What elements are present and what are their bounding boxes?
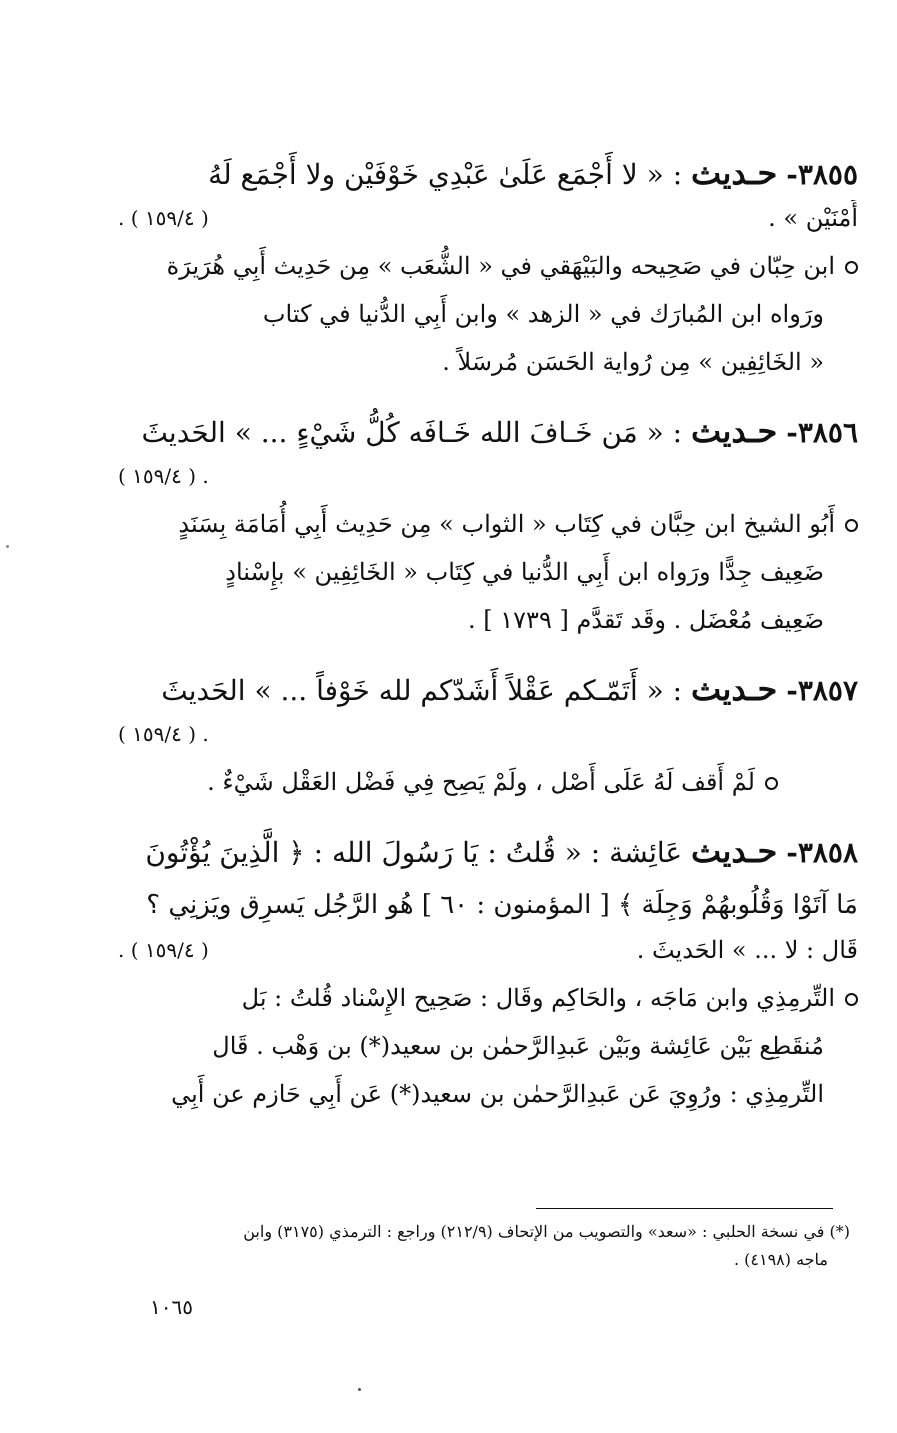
note-line: ضَعِيف مُعْضَل . وقَد تَقدَّم [ ١٧٣٩ ] . (468, 606, 824, 634)
hadith-number: ٣٨٥٦- (786, 416, 858, 449)
note-line: لَمْ أَقف لَهُ عَلَى أَصْل ، ولَمْ يَصِح فِي فَضْل العَقْل شَيْءٌ . (118, 758, 858, 806)
hadith-number: ٣٨٥٨- (786, 836, 858, 869)
hadith-text: : « لا أَجْمَع عَلَىٰ عَبْدِي خَوْفَيْن ولا أَجْمَع لَهُ (208, 158, 683, 191)
scan-speck (358, 1388, 361, 1391)
hadith-entry-3857 (118, 662, 858, 806)
note-line: مُنقَطِع بَيْن عَائِشة وبَيْن عَبدِالرَّحمٰن بن سعيد(*) بن وَهْب . قَال (212, 1032, 824, 1060)
hadith-keyword: حـديث (691, 154, 778, 192)
hadith-text: عَائِشة : « قُلتُ : يَا رَسُولَ الله : ﴿ الَّذِينَ يُؤْتُونَ (145, 836, 683, 869)
main-text (118, 146, 858, 1136)
hadith-entry-3856 (118, 404, 858, 644)
note-line: التِّرمِذِي وابن مَاجَه ، والحَاكِم وقَال : صَحِيح الإِسْناد قُلتُ : بَل (118, 974, 858, 1022)
takhrij-note (118, 242, 858, 386)
hadith-entry-3855 (118, 146, 858, 386)
hadith-text: : « مَن خَـافَ الله خَـافَه كُلُّ شَيْءٍ ... » الحَديثَ (141, 416, 683, 449)
footnote-separator (536, 1208, 833, 1209)
footnote (118, 1218, 850, 1274)
takhrij-note (118, 974, 858, 1118)
note-line: ابن حِبّان في صَحِيحه والبَيْهَقي في « الشُّعَب » مِن حَدِيث أَبِي هُرَيرَة (118, 242, 858, 290)
note-line: التِّرمِذِي : ورُوِيَ عَن عَبدِالرَّحمٰن بن سعيد(*) عَن أَبِي حَازم عن أَبِي (171, 1080, 824, 1108)
hadith-text-cont: أَمْنَيْن » . (768, 204, 858, 232)
circle-bullet-icon (765, 777, 778, 790)
source-reference: ( ١٥٩/٤ ) . (118, 938, 209, 962)
hadith-number: ٣٨٥٥- (786, 158, 858, 191)
scan-speck (6, 545, 9, 548)
hadith-text-cont: قَال : لا ... » الحَديثَ . (636, 936, 858, 964)
hadith-keyword: حـديث (691, 412, 778, 450)
hadith-heading (118, 404, 858, 458)
note-line: ورَواه ابن المُبارَك في « الزهد » وابن أَبِي الدُّنيا في كتاب (262, 300, 824, 328)
hadith-continuation (118, 200, 858, 236)
hadith-keyword: حـديث (691, 670, 778, 708)
hadith-text: : « أَتَمّـكم عَقْلاً أَشَدّكم لله خَوْفاً ... » الحَديثَ (161, 674, 683, 707)
note-line: ضَعِيف جِدًّا ورَواه ابن أَبِي الدُّنيا في كِتَاب « الخَائِفِين » بإِسْنادٍ (225, 558, 824, 586)
hadith-heading (118, 146, 858, 200)
circle-bullet-icon (845, 519, 858, 532)
circle-bullet-icon (845, 993, 858, 1006)
takhrij-note (118, 758, 858, 806)
footnote-line: (*) في نسخة الحلبي : «سعد» والتصويب من الإتحاف (٢١٢/٩) وراجع : الترمذي (٣١٧٥) وابن (243, 1222, 850, 1241)
source-reference: ( ١٥٩/٤ ) . (118, 464, 209, 488)
hadith-heading (118, 824, 858, 878)
circle-bullet-icon (845, 261, 858, 274)
page-number: ١٠٦٥ (150, 1295, 193, 1319)
footnote-line: ماجه (٤١٩٨) . (733, 1250, 828, 1269)
source-reference: ( ١٥٩/٤ ) . (118, 206, 209, 230)
takhrij-note (118, 500, 858, 644)
hadith-continuation (118, 932, 858, 968)
hadith-text-cont: مَا آتَوْا وَقُلُوبهُمْ وَجِلَة ﴾ [ المؤمنون : ٦٠ ] هُو الرَّجُل يَسرِق ويَزنِي ؟ (146, 890, 858, 920)
hadith-heading (118, 662, 858, 716)
note-line: أَبُو الشيخ ابن حِبَّان في كِتَاب « الثواب » مِن حَدِيث أَبِي أُمَامَة بِسَنَدٍ (118, 500, 858, 548)
hadith-entry-3858 (118, 824, 858, 1118)
hadith-number: ٣٨٥٧- (786, 674, 858, 707)
hadith-keyword: حـديث (691, 832, 778, 870)
source-reference: ( ١٥٩/٤ ) . (118, 722, 209, 746)
note-line: « الخَائِفِين » مِن رُواية الحَسَن مُرسَلاً . (442, 348, 824, 376)
